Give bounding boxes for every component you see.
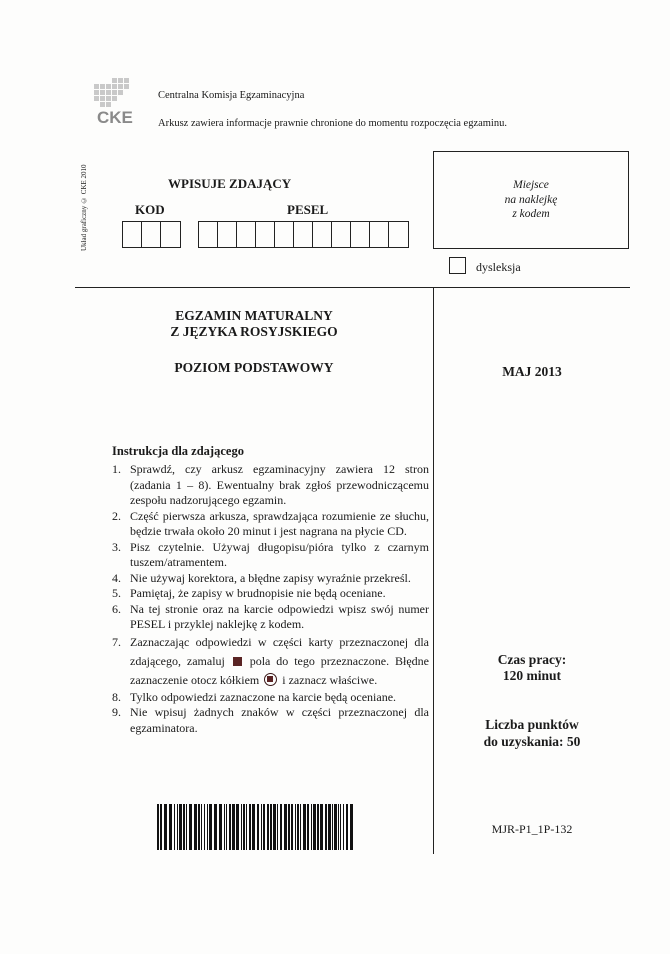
instruction-item: 7. Zaznaczając odpowiedzi w części karty przeznaczonej dla zdającego, zamaluj pola do tego przeznaczone. Błędne zaznaczenie otocz kółkiem i zaznacz właściwe. <box>112 634 429 687</box>
barcode-bar <box>303 804 306 850</box>
barcode-bar <box>214 804 217 850</box>
kod-digit-box[interactable] <box>123 222 142 247</box>
barcode-bar <box>257 804 259 850</box>
barcode-bar <box>169 804 172 850</box>
barcode-bar <box>313 804 316 850</box>
barcode-bar <box>261 804 262 850</box>
barcode-bar <box>179 804 182 850</box>
instruction-item: 5. Pamiętaj, że zapisy w brudnopisie nie będą oceniane. <box>112 586 386 600</box>
cke-logo <box>92 74 142 128</box>
pesel-digit-box[interactable] <box>237 222 256 247</box>
barcode-bar <box>300 804 301 850</box>
exam-session: MAJ 2013 <box>502 364 562 379</box>
time-label: Czas pracy: <box>497 652 567 667</box>
barcode-bar <box>232 804 235 850</box>
filled-square-icon <box>233 657 242 666</box>
barcode-bar <box>252 804 255 850</box>
barcode-bar <box>338 804 339 850</box>
exam-title-line2: Z JĘZYKA ROSYJSKIEGO <box>170 324 338 339</box>
barcode-bar <box>207 804 208 850</box>
pesel-digit-box[interactable] <box>199 222 218 247</box>
instruction-item: 1. Sprawdź, czy arkusz egzaminacyjny zawiera 12 stron (zadania 1 – 8). Ewentualny brak zgłoś przewodniczącemu zespołu nadzorującego egzamin. <box>112 462 429 507</box>
horizontal-divider <box>75 287 630 288</box>
circled-square-icon <box>264 673 277 686</box>
exam-level: POZIOM PODSTAWOWY <box>174 360 334 375</box>
barcode-bar <box>157 804 159 850</box>
instruction-item: 4. Nie używaj korektora, a błędne zapisy wyraźnie przekreśl. <box>112 570 411 585</box>
barcode-bar <box>183 804 185 850</box>
sticker-label: Miejsce na naklejkę z kodem <box>504 179 558 221</box>
barcode-bar <box>325 804 327 850</box>
barcode-bar <box>328 804 331 850</box>
barcode-bar <box>164 804 167 850</box>
barcode-bar <box>277 804 278 850</box>
exam-title-line1: EGZAMIN MATURALNY <box>175 308 333 323</box>
barcode-bar <box>288 804 290 850</box>
confidentiality-notice: Arkusz zawiera informacje prawnie chronione do momentu rozpoczęcia egzaminu. <box>158 118 507 129</box>
barcode-bar <box>280 804 282 850</box>
pesel-input-boxes[interactable] <box>198 221 409 248</box>
student-fill-heading: WPISUJE ZDAJĄCY <box>168 176 292 191</box>
kod-digit-box[interactable] <box>161 222 180 247</box>
barcode-bar <box>291 804 293 850</box>
instruction-item: 6. Na tej stronie oraz na karcie odpowiedzi wpisz swój numer PESEL i przyklej naklejkę z kodem. <box>112 601 429 631</box>
barcode-bar <box>177 804 178 850</box>
barcode-bar <box>224 804 225 850</box>
barcode-bar <box>295 804 296 850</box>
instruction-item: 8. Tylko odpowiedzi zaznaczone na karcie będą oceniane. <box>112 689 397 704</box>
barcode-bar <box>340 804 341 850</box>
barcode-bar <box>186 804 187 850</box>
dyslexia-label: dysleksja <box>476 260 521 274</box>
pesel-digit-box[interactable] <box>294 222 313 247</box>
barcode-bar <box>273 804 276 850</box>
points-value: do uzyskania: 50 <box>483 734 581 749</box>
pesel-digit-box[interactable] <box>332 222 351 247</box>
instruction-item: 9. Nie wpisuj żadnych znaków w części przeznaczonej dla egzaminatora. <box>112 705 429 735</box>
barcode-bar <box>249 804 251 850</box>
svg-text:CKE: CKE <box>97 108 133 127</box>
kod-label: KOD <box>135 202 165 217</box>
pesel-digit-box[interactable] <box>370 222 389 247</box>
barcode-bar <box>246 804 247 850</box>
barcode-bar <box>350 804 353 850</box>
kod-input-boxes[interactable] <box>122 221 181 248</box>
barcode-bar <box>320 804 323 850</box>
barcode-bar <box>334 804 337 850</box>
barcode-bar <box>201 804 202 850</box>
barcode-bar <box>241 804 242 850</box>
instruction-item: 3. Pisz czytelnie. Używaj długopisu/pióra tylko z czarnym tuszem/atramentem. <box>112 539 429 569</box>
points-label: Liczba punktów <box>485 717 579 732</box>
pesel-label: PESEL <box>287 202 329 217</box>
barcode-bar <box>307 804 309 850</box>
barcode-bar <box>267 804 269 850</box>
barcode-bar <box>332 804 333 850</box>
barcode-bar <box>160 804 162 850</box>
barcode-bar <box>284 804 287 850</box>
barcode-bar <box>297 804 299 850</box>
barcode-bar <box>311 804 312 850</box>
barcode-bar <box>189 804 192 850</box>
barcode-bar <box>226 804 227 850</box>
pesel-digit-box[interactable] <box>218 222 237 247</box>
pesel-digit-box[interactable] <box>389 222 408 247</box>
sheet-code: MJR-P1_1P-132 <box>491 822 573 836</box>
pesel-digit-box[interactable] <box>351 222 370 247</box>
barcode-bar <box>263 804 265 850</box>
barcode-bar <box>219 804 222 850</box>
barcode-bar <box>209 804 212 850</box>
barcode-bar <box>346 804 348 850</box>
instructions-list <box>112 462 429 736</box>
dyslexia-checkbox[interactable] <box>449 257 466 274</box>
barcode-bar <box>229 804 231 850</box>
barcode-bar <box>198 804 200 850</box>
barcode-bar <box>236 804 239 850</box>
barcode-bar <box>317 804 319 850</box>
instructions-heading: Instrukcja dla zdającego <box>112 444 244 458</box>
barcode-bar <box>343 804 344 850</box>
copyright-side-text: Układ graficzny © CKE 2010 <box>80 164 88 251</box>
barcode-bar <box>270 804 272 850</box>
barcode-bar <box>194 804 197 850</box>
kod-digit-box[interactable] <box>142 222 161 247</box>
time-value: 120 minut <box>502 668 562 683</box>
org-name: Centralna Komisja Egzaminacyjna <box>158 90 305 101</box>
barcode-bar <box>174 804 175 850</box>
pesel-digit-box[interactable] <box>275 222 294 247</box>
sticker-area <box>433 151 629 249</box>
barcode-bar <box>204 804 205 850</box>
pesel-digit-box[interactable] <box>313 222 332 247</box>
pesel-digit-box[interactable] <box>256 222 275 247</box>
instruction-item: 2. Część pierwsza arkusza, sprawdzająca rozumienie ze słuchu, będzie trwała około 20 minut i jest nagrana na płycie CD. <box>112 508 429 538</box>
barcode-bar <box>243 804 245 850</box>
barcode <box>157 804 353 850</box>
